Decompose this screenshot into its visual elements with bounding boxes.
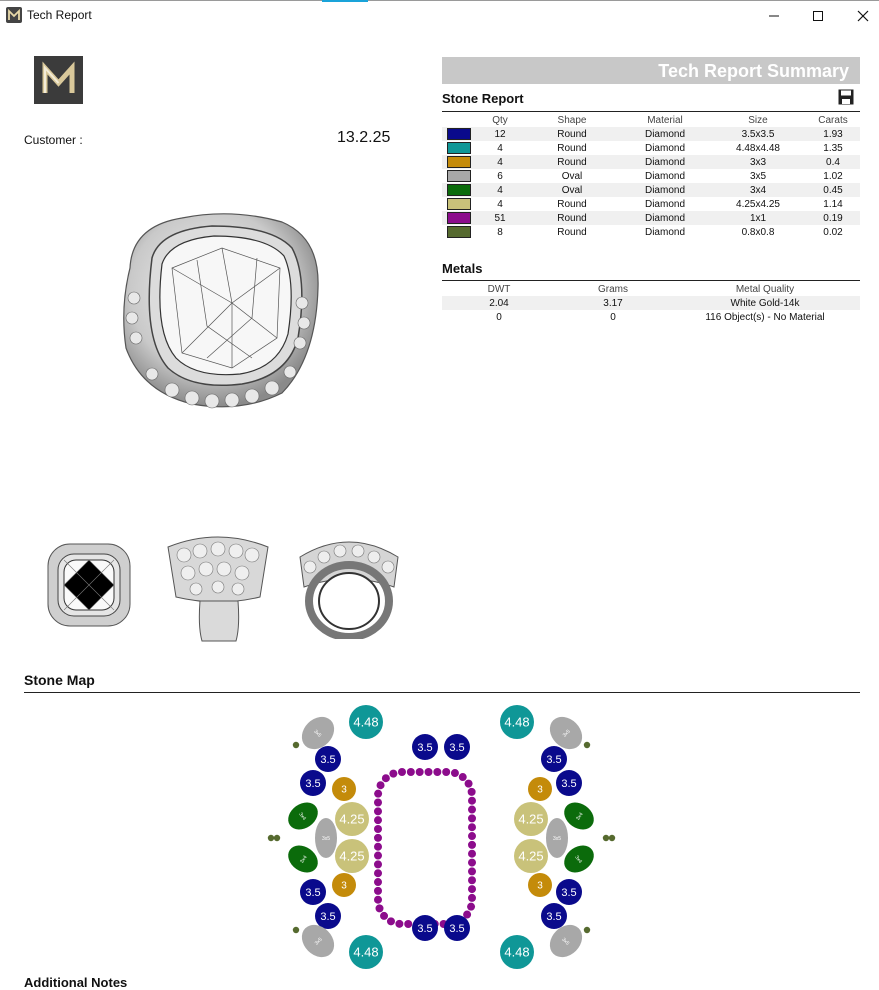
stone-3-5 (541, 746, 567, 772)
metals-title: Metals (442, 261, 483, 276)
stone-size: 4.48x4.48 (736, 142, 780, 154)
stone-3-5 (556, 770, 582, 796)
stone-color-swatch (447, 198, 471, 210)
stone-3-5-label: 3.5 (561, 777, 577, 790)
metal-row (442, 296, 860, 310)
oval-3x4-label: 3x4 (297, 811, 307, 822)
stone-3-5 (412, 734, 438, 760)
halo-stone-1x1 (374, 834, 382, 842)
halo-stone-1x1 (407, 768, 415, 776)
halo-stone-1x1 (442, 768, 450, 776)
oval-3x4-label: 3x4 (573, 854, 583, 865)
window-title: Tech Report (27, 8, 92, 22)
halo-stone-1x1 (425, 768, 433, 776)
ring-front-view (296, 527, 402, 639)
halo-stone-1x1 (374, 852, 382, 860)
halo-stone-1x1 (468, 814, 476, 822)
stone-3 (332, 777, 356, 801)
halo-stone-1x1 (374, 843, 382, 851)
stone-row (442, 183, 860, 197)
stone-3-5 (541, 903, 567, 929)
stone-material: Diamond (620, 183, 710, 197)
metal-dwt: 0 (496, 311, 502, 323)
stone-4-48-label: 4.48 (504, 714, 530, 730)
stone-4-48-label: 4.48 (353, 714, 379, 730)
stone-3-5-label: 3.5 (320, 910, 336, 923)
halo-stone-1x1 (468, 797, 476, 805)
halo-stone-1x1 (465, 780, 473, 788)
ring-main-render (112, 208, 324, 414)
stone-color-swatch (447, 226, 471, 238)
stone-color-swatch (447, 184, 471, 196)
stone-size: 3x4 (710, 183, 806, 197)
company-logo (34, 56, 83, 104)
stone-3-label: 3 (537, 784, 543, 796)
stone-3 (528, 873, 552, 897)
stone-carats: 1.35 (823, 142, 843, 154)
halo-stone-1x1 (374, 825, 382, 833)
stone-3-label: 3 (537, 880, 543, 892)
halo-stone-1x1 (374, 798, 382, 806)
oval-3x5-label: 3x5 (561, 728, 572, 739)
stone-report-header (442, 113, 860, 127)
stone-size: 0.8x0.8 (741, 226, 775, 238)
halo-stone-1x1 (468, 788, 476, 796)
stone-row (442, 127, 860, 141)
stone-map-diagram (34, 699, 860, 982)
stone-carats: 0.02 (823, 226, 843, 238)
dwt-column-header: DWT (487, 283, 511, 295)
stone-size: 4.25x4.25 (736, 198, 780, 210)
stone-3-5 (315, 903, 341, 929)
halo-stone-1x1 (374, 869, 382, 877)
stone-size: 3.5x3.5 (710, 127, 806, 141)
stone-carats: 0.4 (806, 155, 860, 169)
stone-3-5-label: 3.5 (320, 753, 336, 766)
stone-0-8 (268, 835, 274, 841)
stone-4-48 (349, 935, 383, 969)
stone-map-title: Stone Map (24, 672, 95, 688)
halo-stone-1x1 (377, 781, 385, 789)
save-icon (838, 89, 854, 105)
halo-stone-1x1 (468, 885, 476, 893)
stone-size: 3x3 (710, 155, 806, 169)
stone-3-5 (444, 734, 470, 760)
oval-3x5 (315, 818, 337, 858)
metal-grams: 3.17 (556, 296, 670, 310)
halo-stone-1x1 (468, 806, 476, 814)
oval-3x5-label: 3x5 (560, 936, 571, 947)
metals-header (442, 282, 860, 296)
oval-3x5 (546, 818, 568, 858)
halo-stone-1x1 (468, 859, 476, 867)
oval-3x4-label: 3x4 (299, 854, 309, 865)
stone-qty: 4 (497, 142, 503, 154)
stone-4-25-label: 4.25 (339, 848, 365, 864)
stone-material: Diamond (644, 170, 686, 182)
stone-carats: 1.93 (806, 127, 860, 141)
halo-stone-1x1 (398, 768, 406, 776)
stone-carats: 1.02 (823, 170, 843, 182)
stone-report-title: Stone Report (442, 91, 524, 106)
stone-material: Diamond (644, 226, 686, 238)
stone-material: Diamond (644, 142, 686, 154)
ring-side-view (164, 527, 272, 643)
customer-value: 13.2.25 (337, 129, 391, 146)
stone-3-5-label: 3.5 (305, 886, 321, 899)
halo-stone-1x1 (433, 768, 441, 776)
stone-shape: Round (524, 127, 620, 141)
metal-grams: 0 (610, 311, 616, 323)
metal-row (442, 310, 860, 324)
metal-quality: White Gold-14k (670, 296, 860, 310)
stone-map-frame (34, 699, 860, 982)
halo-stone-1x1 (374, 807, 382, 815)
stone-3-label: 3 (341, 784, 347, 796)
stone-4-25-label: 4.25 (518, 811, 544, 827)
halo-stone-1x1 (374, 790, 382, 798)
halo-stone-1x1 (468, 867, 476, 875)
stone-material: Diamond (644, 198, 686, 210)
stone-0-8 (584, 742, 590, 748)
halo-stone-1x1 (374, 878, 382, 886)
stone-color-swatch (447, 170, 471, 182)
metal-quality: 116 Object(s) - No Material (705, 311, 825, 323)
halo-stone-1x1 (382, 774, 390, 782)
halo-stone-1x1 (395, 920, 403, 928)
halo-stone-1x1 (468, 841, 476, 849)
grams-column-header: Grams (598, 283, 628, 295)
stone-4-25-label: 4.25 (339, 811, 365, 827)
minimize-icon (768, 10, 780, 22)
metal-quality-column-header: Metal Quality (735, 283, 795, 295)
minimize-button[interactable] (751, 0, 797, 31)
metals-rule (442, 280, 860, 281)
stone-3-5 (444, 915, 470, 941)
stone-3 (528, 777, 552, 801)
oval-3x5-label: 3x5 (552, 836, 562, 842)
stone-map-rule (24, 692, 860, 693)
halo-stone-1x1 (468, 850, 476, 858)
close-icon (857, 10, 869, 22)
stone-shape: Round (524, 155, 620, 169)
maximize-icon (812, 10, 824, 22)
stone-shape: Round (557, 142, 587, 154)
stone-row (442, 225, 860, 239)
stone-row (442, 197, 860, 211)
stone-3-5-label: 3.5 (546, 753, 562, 766)
stone-0-8 (293, 927, 299, 933)
stone-3-5 (315, 746, 341, 772)
stone-3-label: 3 (341, 880, 347, 892)
halo-stone-1x1 (376, 904, 384, 912)
metal-dwt: 2.04 (442, 296, 556, 310)
halo-stone-1x1 (468, 832, 476, 840)
stone-3-5-label: 3.5 (449, 741, 465, 754)
summary-title: Tech Report Summary (658, 61, 849, 81)
app-logo-icon (6, 7, 22, 23)
stone-shape: Round (557, 226, 587, 238)
stone-qty: 4 (497, 198, 503, 210)
halo-stone-1x1 (389, 770, 397, 778)
stone-carats: 0.45 (806, 183, 860, 197)
stone-3-5-label: 3.5 (305, 777, 321, 790)
oval-3x5-label: 3x5 (321, 836, 331, 842)
stone-row (442, 211, 860, 225)
stone-3-5-label: 3.5 (561, 886, 577, 899)
stone-3-5 (300, 770, 326, 796)
maximize-button[interactable] (795, 0, 841, 31)
stone-3-5-label: 3.5 (417, 922, 433, 935)
stone-4-48 (349, 705, 383, 739)
title-bar (0, 0, 879, 32)
oval-3x5-label: 3x5 (312, 728, 323, 739)
stone-material: Diamond (620, 211, 710, 225)
window-accent (322, 0, 368, 2)
stone-4-25-label: 4.25 (518, 848, 544, 864)
summary-header (442, 57, 860, 84)
stone-color-swatch (447, 212, 471, 224)
stone-3 (332, 873, 356, 897)
halo-stone-1x1 (459, 773, 467, 781)
stone-report-rule (442, 111, 860, 112)
window-border (0, 0, 879, 1)
metals-table (442, 282, 860, 324)
stone-shape: Oval (561, 170, 583, 182)
stone-4-48-label: 4.48 (353, 944, 379, 960)
stone-3-5 (412, 915, 438, 941)
stone-qty: 4 (476, 155, 524, 169)
stone-qty: 51 (476, 211, 524, 225)
stone-0-8 (274, 835, 280, 841)
additional-notes-title: Additional Notes (24, 975, 128, 990)
stone-4-48-label: 4.48 (504, 944, 530, 960)
oval-3x5-label: 3x5 (313, 936, 324, 947)
stone-3-5 (556, 879, 582, 905)
stone-0-8 (609, 835, 615, 841)
stone-report-table (442, 113, 860, 239)
qty-column-header: Qty (492, 114, 508, 126)
stone-row (442, 155, 860, 169)
stone-0-8 (603, 835, 609, 841)
stone-color-swatch (447, 128, 471, 140)
halo-stone-1x1 (468, 823, 476, 831)
stone-size: 3x5 (749, 170, 767, 182)
ring-top-view (44, 540, 134, 630)
stone-row (442, 169, 860, 183)
close-button[interactable] (840, 0, 879, 31)
stone-4-48 (500, 935, 534, 969)
stone-0-8 (584, 927, 590, 933)
material-column-header: Material (647, 114, 683, 126)
halo-stone-1x1 (380, 912, 388, 920)
stone-4-25 (514, 839, 548, 873)
oval-3x4-label: 3x4 (575, 811, 585, 822)
stone-carats: 1.14 (823, 198, 843, 210)
halo-stone-1x1 (387, 917, 395, 925)
halo-stone-1x1 (467, 903, 475, 911)
stone-color-swatch (447, 142, 471, 154)
stone-row (442, 141, 860, 155)
stone-4-25 (514, 802, 548, 836)
size-column-header: Size (748, 114, 768, 126)
stone-qty: 12 (476, 127, 524, 141)
stone-qty: 8 (497, 226, 503, 238)
customer-label: Customer : (24, 133, 83, 147)
stone-shape: Round (524, 211, 620, 225)
halo-stone-1x1 (468, 876, 476, 884)
stone-3-5-label: 3.5 (546, 910, 562, 923)
carats-column-header: Carats (818, 114, 848, 126)
halo-stone-1x1 (374, 816, 382, 824)
halo-stone-1x1 (404, 920, 412, 928)
stone-size: 1x1 (710, 211, 806, 225)
stone-carats: 0.19 (806, 211, 860, 225)
stone-4-25 (335, 839, 369, 873)
stone-shape: Oval (524, 183, 620, 197)
stone-material: Diamond (620, 127, 710, 141)
swatch-column-header (442, 113, 476, 127)
halo-stone-1x1 (451, 769, 459, 777)
stone-4-48 (500, 705, 534, 739)
halo-stone-1x1 (468, 894, 476, 902)
halo-stone-1x1 (374, 860, 382, 868)
save-button[interactable] (838, 89, 854, 110)
halo-stone-1x1 (374, 896, 382, 904)
stone-3-5-label: 3.5 (417, 741, 433, 754)
stone-color-swatch (447, 156, 471, 168)
stone-shape: Round (557, 198, 587, 210)
stone-material: Diamond (620, 155, 710, 169)
stone-qty: 6 (497, 170, 503, 182)
halo-stone-1x1 (374, 887, 382, 895)
stone-3-5 (300, 879, 326, 905)
stone-0-8 (293, 742, 299, 748)
halo-stone-1x1 (416, 768, 424, 776)
stone-3-5-label: 3.5 (449, 922, 465, 935)
shape-column-header: Shape (557, 114, 587, 126)
stone-qty: 4 (476, 183, 524, 197)
stone-4-25 (335, 802, 369, 836)
